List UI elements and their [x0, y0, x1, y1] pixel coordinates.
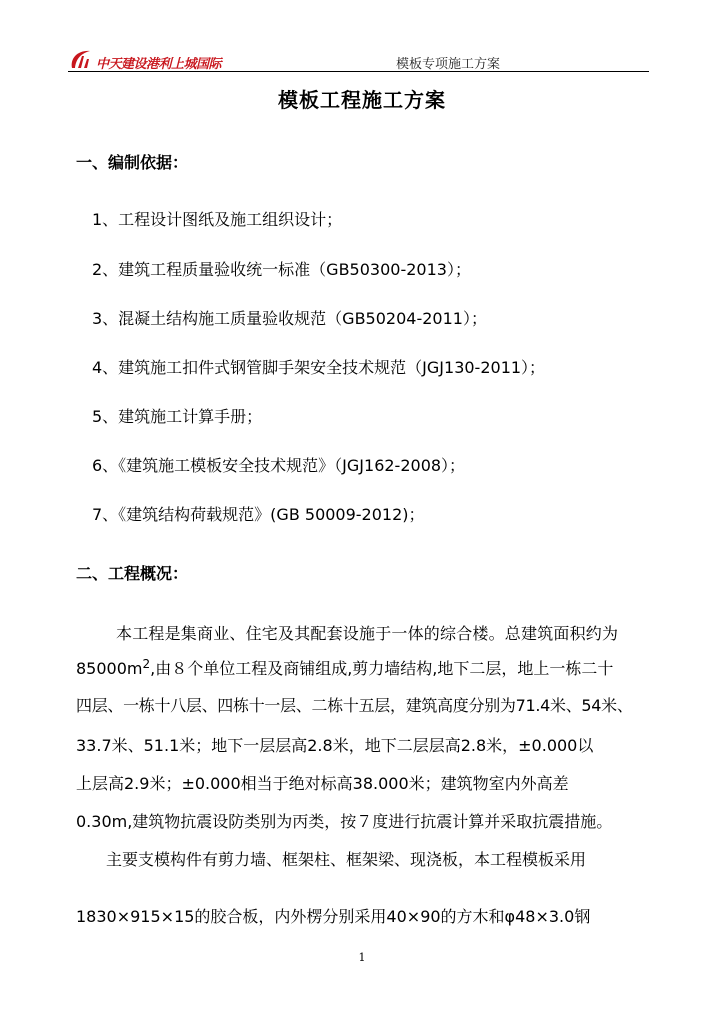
paragraph-line: 上层高2.9米；±0.000相当于绝对标高38.000米；建筑物室内外高差 — [76, 774, 569, 793]
list-item: 7、《建筑结构荷载规范》(GB 50009-2012)； — [92, 505, 425, 524]
company-logo-icon — [68, 48, 96, 72]
header-rule — [68, 71, 649, 72]
document-label: 模板专项施工方案 — [396, 57, 501, 72]
list-item: 2、建筑工程质量验收统一标准（GB50300-2013）； — [92, 260, 471, 279]
area-unit-exponent: 2 — [142, 657, 151, 671]
company-name: 中天建设港利上城国际 — [96, 57, 222, 72]
paragraph-line: 四层、一栋十八层、四栋十一层、二栋十五层，建筑高度分别为71.4米、54米、 — [76, 696, 633, 715]
paragraph-text: ,由８个单位工程及商铺组成,剪力墙结构,地下二层，地上一栋二十 — [150, 659, 614, 678]
page-title: 模板工程施工方案 — [278, 88, 446, 112]
list-item: 5、建筑施工计算手册； — [92, 407, 263, 426]
paragraph-line: 33.7米、51.1米；地下一层层高2.8米，地下二层层高2.8米，±0.000以 — [76, 736, 594, 755]
list-item: 4、建筑施工扣件式钢管脚手架安全技术规范（JGJ130-2011）； — [92, 358, 546, 377]
section-heading-overview: 二、工程概况： — [76, 564, 189, 583]
list-item: 1、工程设计图纸及施工组织设计； — [92, 210, 343, 229]
section-heading-basis: 一、编制依据： — [76, 153, 189, 172]
paragraph-line: 0.30m,建筑物抗震设防类别为丙类，按７度进行抗震计算并采取抗震措施。 — [76, 812, 613, 831]
area-value: 85000m — [76, 659, 143, 678]
paragraph-line — [76, 656, 613, 679]
paragraph-line: 本工程是集商业、住宅及其配套设施于一体的综合楼。总建筑面积约为 — [116, 624, 619, 643]
list-item: 3、混凝土结构施工质量验收规范（GB50204-2011）； — [92, 309, 487, 328]
page-header — [68, 48, 649, 74]
paragraph-line: 主要支模构件有剪力墙、框架柱、框架梁、现浇板，本工程模板采用 — [106, 850, 587, 869]
list-item: 6、《建筑施工模板安全技术规范》（JGJ162-2008）； — [92, 456, 466, 475]
paragraph-line: 1830×915×15的胶合板，内外楞分别采用40×90的方木和φ48×3.0钢 — [76, 907, 591, 926]
page-number: 1 — [358, 951, 366, 964]
